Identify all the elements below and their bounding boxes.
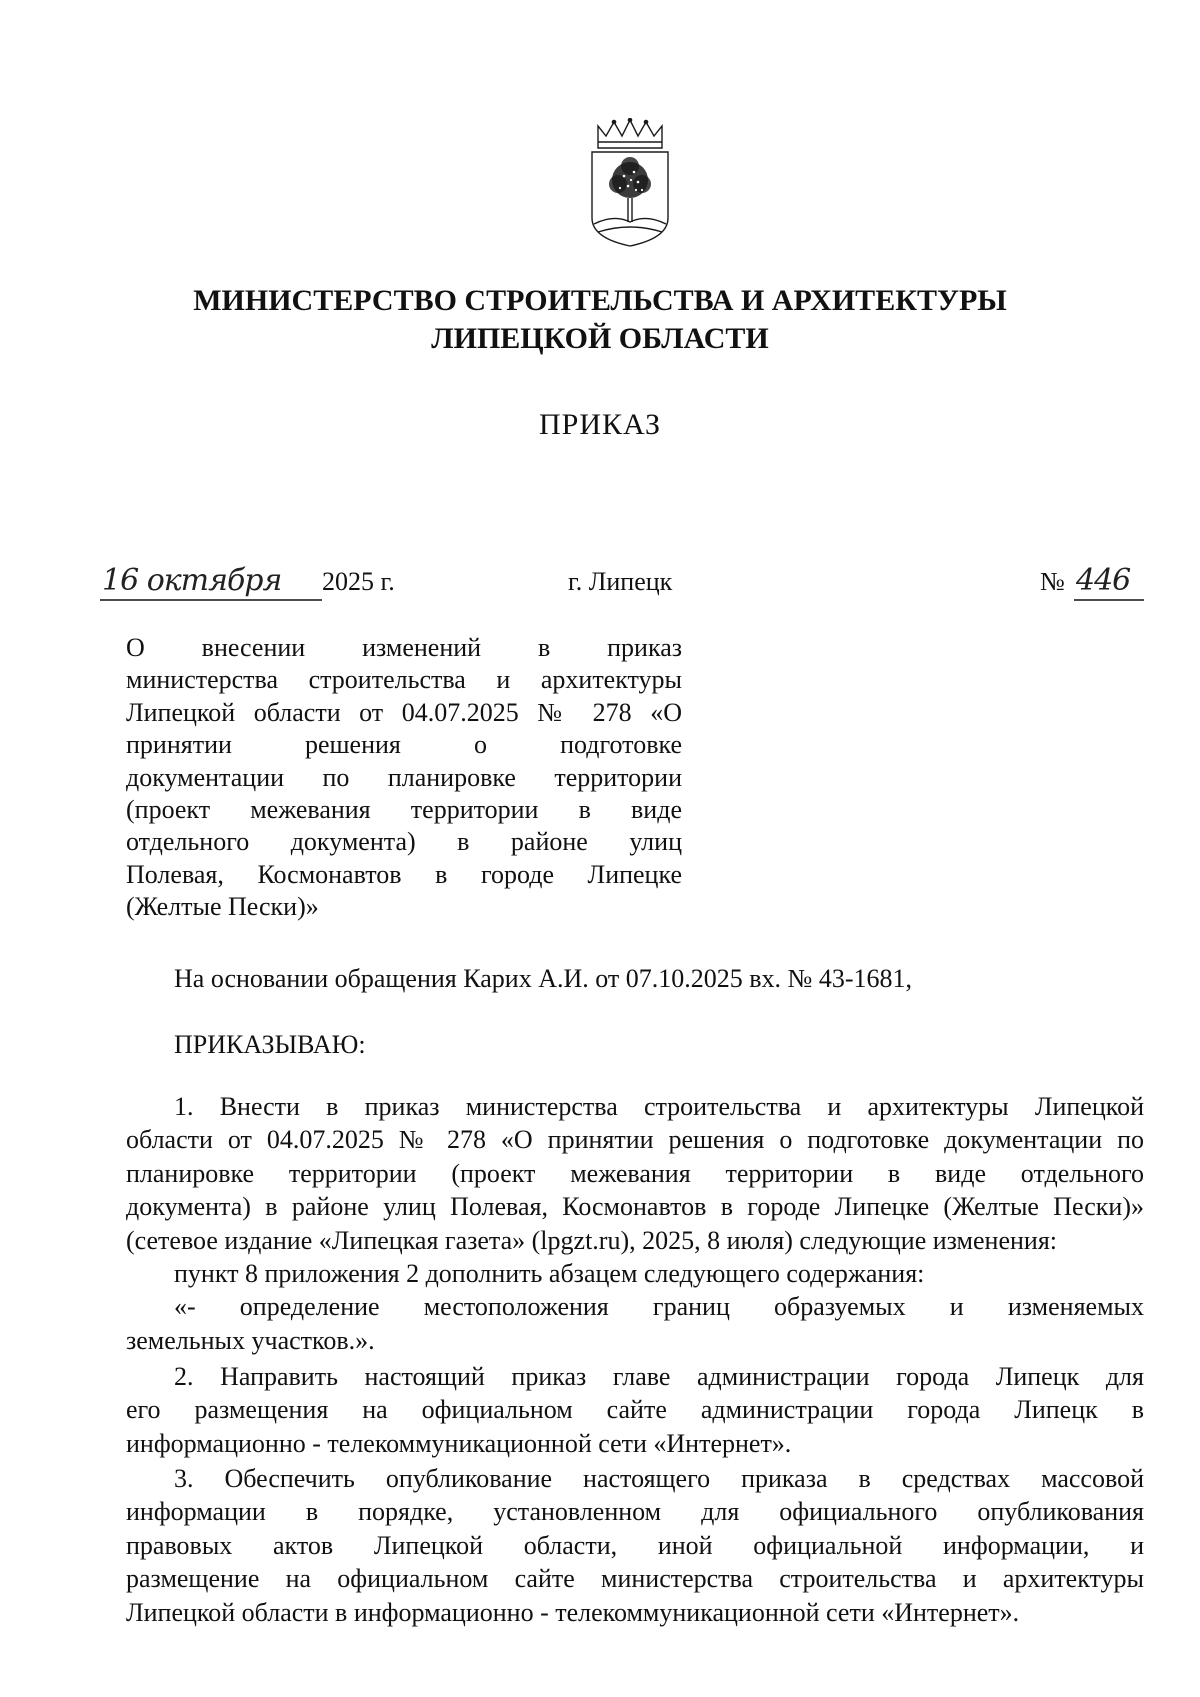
item-3	[126, 1462, 1144, 1629]
subject-line: Липецкой области от 04.07.2025 № 278 «О	[126, 697, 682, 727]
subject-line: принятии решения о подготовке	[126, 730, 682, 760]
subject-block	[126, 632, 682, 924]
item-1-line: области от 04.07.2025 № 278 «О принятии решения о подготовке документации по	[126, 1125, 1144, 1155]
item-2-line: 2. Направить настоящий приказ главе администрации города Липецк для	[174, 1362, 1144, 1391]
subject-line: (проект межевания территории в виде	[126, 795, 682, 825]
subject-line: отдельного документа) в районе улиц	[126, 827, 682, 857]
item-3-line: размещение на официальном сайте министерства строительства и архитектуры	[126, 1564, 1144, 1594]
item-3-line: Липецкой области в информационно - телекоммуникационной сети «Интернет».	[126, 1597, 1020, 1627]
number-label: №	[1040, 567, 1065, 596]
order-word: ПРИКАЗЫВАЮ:	[174, 1030, 366, 1059]
item-1-sub: пункт 8 приложения 2 дополнить абзацем следующего содержания:	[174, 1259, 925, 1289]
city: г. Липецк	[568, 567, 673, 596]
handwritten-date-text: 16 октября	[102, 563, 282, 598]
subject-line: (Желтые Пески)»	[126, 892, 319, 922]
subject-line: документации по планировке территории	[126, 762, 682, 792]
item-2-line: информационно - телекоммуникационной сети «Интернет».	[126, 1428, 792, 1458]
handwritten-number-text: 446	[1076, 563, 1131, 598]
handwritten-date	[100, 560, 322, 604]
coat-of-arms-emblem	[584, 118, 676, 248]
item-3-line: 3. Обеспечить опубликование настоящего приказа в средствах массовой	[174, 1464, 1144, 1493]
item-1-line: (сетевое издание «Липецкая газета» (lpgzt.ru), 2025, 8 июля) следующие изменения:	[126, 1225, 1058, 1255]
ministry-line-1: МИНИСТЕРСТВО СТРОИТЕЛЬСТВА И АРХИТЕКТУРЫ	[193, 284, 1007, 317]
item-1-line: документа) в районе улиц Полевая, Космонавтов в городе Липецке (Желтые Пески)»	[126, 1192, 1144, 1222]
item-1-line: 1. Внести в приказ министерства строительства и архитектуры Липецкой	[174, 1092, 1144, 1121]
handwritten-number	[1074, 560, 1144, 604]
item-1-quote-line: «- определение местоположения границ образуемых и изменяемых	[174, 1292, 1144, 1322]
item-2-line: его размещения на официальном сайте администрации города Липецк в	[126, 1395, 1144, 1425]
subject-line: Полевая, Космонавтов в городе Липецке	[126, 859, 682, 889]
item-1	[126, 1090, 1144, 1357]
basis-paragraph: На основании обращения Карих А.И. от 07.10.2025 вх. № 43-1681,	[174, 964, 913, 993]
item-3-line: информации в порядке, установленном для официального опубликования	[126, 1497, 1144, 1527]
item-3-line: правовых актов Липецкой области, иной официальной информации, и	[126, 1530, 1144, 1560]
item-1-line: планировке территории (проект межевания территории в виде отдельного	[126, 1158, 1144, 1188]
date-year: 2025 г.	[322, 567, 395, 596]
item-2	[126, 1360, 1144, 1460]
ministry-line-2: ЛИПЕЦКОЙ ОБЛАСТИ	[431, 322, 769, 355]
subject-line: О внесении изменений в приказ	[126, 633, 682, 662]
document-type: ПРИКАЗ	[539, 408, 661, 441]
item-1-quote-line: земельных участков.».	[126, 1325, 375, 1355]
subject-line: министерства строительства и архитектуры	[126, 665, 682, 695]
ministry-name	[0, 282, 1200, 358]
